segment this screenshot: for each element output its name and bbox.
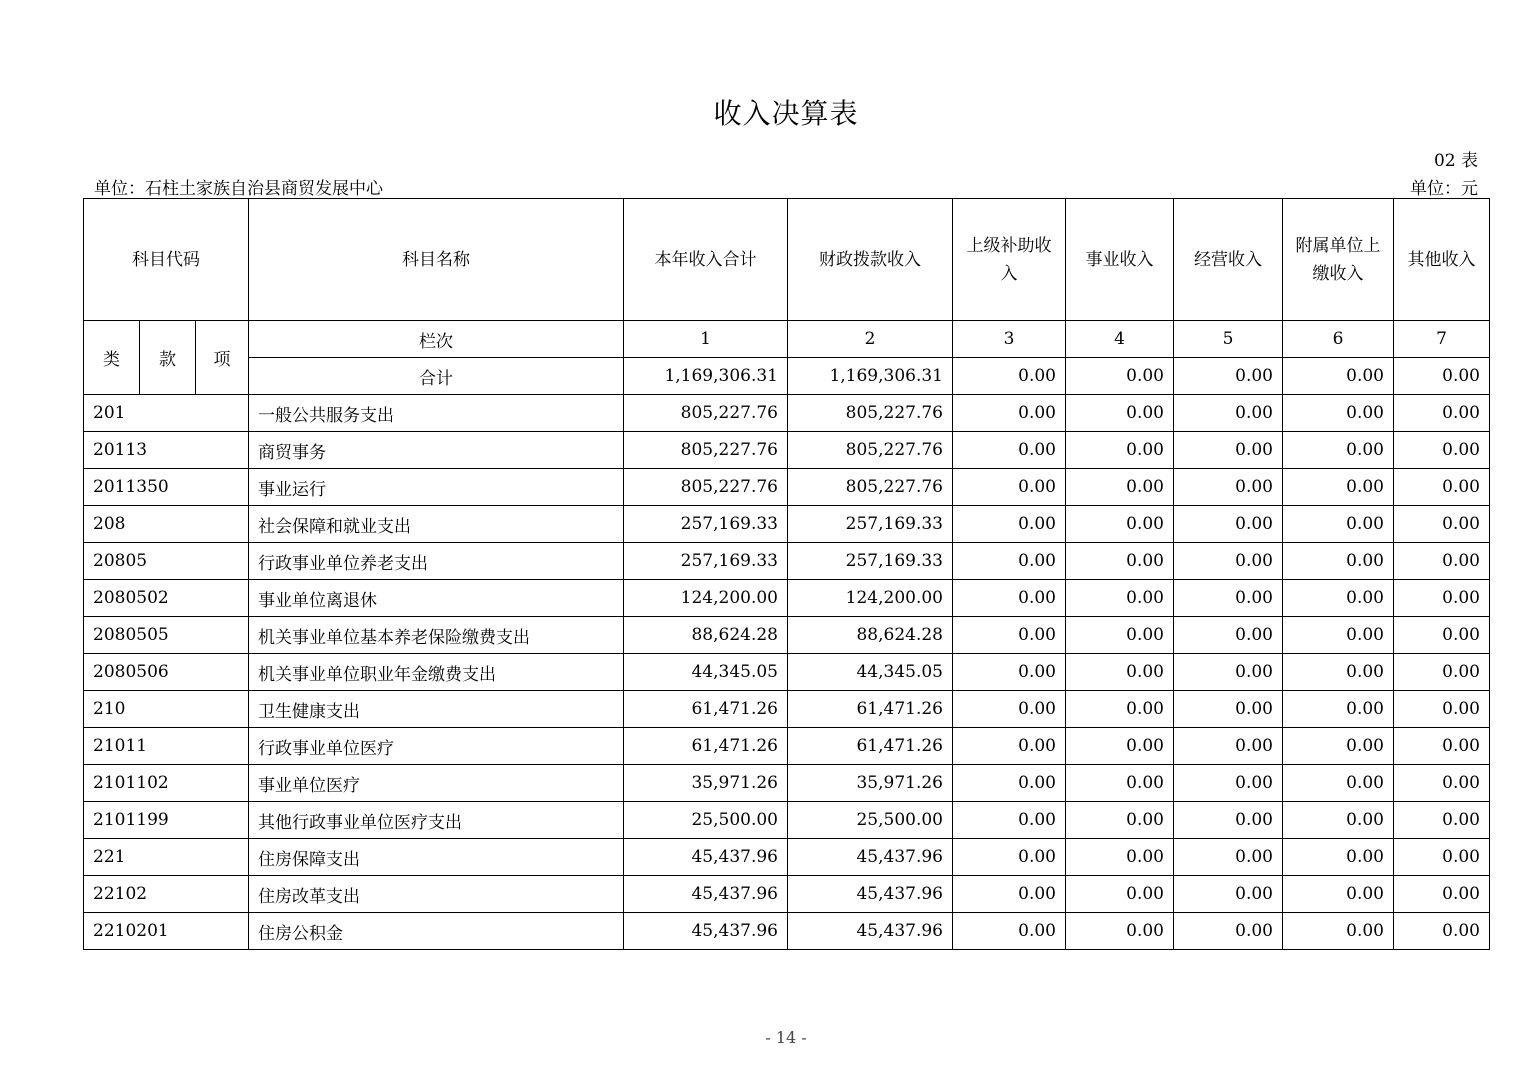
value-cell-2: 61,471.26 bbox=[788, 728, 953, 765]
value-cell-7: 0.00 bbox=[1394, 913, 1490, 950]
value-cell-2: 44,345.05 bbox=[788, 654, 953, 691]
subject-name: 住房保障支出 bbox=[249, 839, 624, 876]
value-cell-5: 0.00 bbox=[1174, 654, 1283, 691]
subject-name: 其他行政事业单位医疗支出 bbox=[249, 802, 624, 839]
value-cell-6: 0.00 bbox=[1283, 876, 1394, 913]
value-cell-7: 0.00 bbox=[1394, 432, 1490, 469]
total-value-7: 0.00 bbox=[1394, 358, 1490, 395]
value-cell-5: 0.00 bbox=[1174, 802, 1283, 839]
value-cell-4: 0.00 bbox=[1066, 543, 1174, 580]
header-row bbox=[84, 199, 1490, 321]
header-other-income: 其他收入 bbox=[1394, 199, 1490, 321]
subject-code: 210 bbox=[84, 691, 249, 728]
value-cell-5: 0.00 bbox=[1174, 765, 1283, 802]
value-cell-3: 0.00 bbox=[953, 617, 1066, 654]
value-cell-5: 0.00 bbox=[1174, 691, 1283, 728]
value-cell-5: 0.00 bbox=[1174, 839, 1283, 876]
total-row bbox=[84, 358, 1490, 395]
form-number: 02 表 bbox=[1433, 151, 1478, 171]
subject-name: 事业单位离退休 bbox=[249, 580, 624, 617]
value-cell-6: 0.00 bbox=[1283, 469, 1394, 506]
value-cell-2: 805,227.76 bbox=[788, 395, 953, 432]
value-cell-5: 0.00 bbox=[1174, 506, 1283, 543]
value-cell-1: 25,500.00 bbox=[624, 802, 788, 839]
value-cell-7: 0.00 bbox=[1394, 580, 1490, 617]
column-index-3: 3 bbox=[953, 321, 1066, 358]
value-cell-7: 0.00 bbox=[1394, 765, 1490, 802]
value-cell-4: 0.00 bbox=[1066, 691, 1174, 728]
value-cell-2: 61,471.26 bbox=[788, 691, 953, 728]
value-cell-4: 0.00 bbox=[1066, 765, 1174, 802]
value-cell-2: 88,624.28 bbox=[788, 617, 953, 654]
value-cell-1: 124,200.00 bbox=[624, 580, 788, 617]
header-superior-subsidy: 上级补助收入 bbox=[953, 199, 1066, 321]
value-cell-7: 0.00 bbox=[1394, 617, 1490, 654]
column-index-6: 6 bbox=[1283, 321, 1394, 358]
table-row bbox=[84, 617, 1490, 654]
table-row bbox=[84, 654, 1490, 691]
code-part-kuan: 款 bbox=[140, 321, 196, 395]
table-row bbox=[84, 469, 1490, 506]
table-row bbox=[84, 728, 1490, 765]
value-cell-5: 0.00 bbox=[1174, 580, 1283, 617]
value-cell-5: 0.00 bbox=[1174, 543, 1283, 580]
header-total-income: 本年收入合计 bbox=[624, 199, 788, 321]
value-cell-1: 257,169.33 bbox=[624, 506, 788, 543]
value-cell-3: 0.00 bbox=[953, 654, 1066, 691]
subject-code: 2080502 bbox=[84, 580, 249, 617]
column-index-1: 1 bbox=[624, 321, 788, 358]
value-cell-6: 0.00 bbox=[1283, 765, 1394, 802]
subject-name: 机关事业单位基本养老保险缴费支出 bbox=[249, 617, 624, 654]
value-cell-2: 257,169.33 bbox=[788, 506, 953, 543]
total-value-3: 0.00 bbox=[953, 358, 1066, 395]
value-cell-2: 805,227.76 bbox=[788, 469, 953, 506]
value-cell-3: 0.00 bbox=[953, 469, 1066, 506]
value-cell-3: 0.00 bbox=[953, 728, 1066, 765]
subject-name: 机关事业单位职业年金缴费支出 bbox=[249, 654, 624, 691]
value-cell-6: 0.00 bbox=[1283, 802, 1394, 839]
value-cell-2: 35,971.26 bbox=[788, 765, 953, 802]
unit-organization: 单位：石柱土家族自治县商贸发展中心 bbox=[94, 179, 383, 199]
value-cell-4: 0.00 bbox=[1066, 728, 1174, 765]
value-cell-5: 0.00 bbox=[1174, 728, 1283, 765]
value-cell-1: 45,437.96 bbox=[624, 913, 788, 950]
table-row bbox=[84, 802, 1490, 839]
value-cell-3: 0.00 bbox=[953, 580, 1066, 617]
table-row bbox=[84, 839, 1490, 876]
value-cell-4: 0.00 bbox=[1066, 876, 1174, 913]
value-cell-1: 61,471.26 bbox=[624, 728, 788, 765]
code-part-lei: 类 bbox=[84, 321, 140, 395]
value-cell-6: 0.00 bbox=[1283, 580, 1394, 617]
table-row bbox=[84, 876, 1490, 913]
column-index-7: 7 bbox=[1394, 321, 1490, 358]
subject-code: 201 bbox=[84, 395, 249, 432]
value-cell-3: 0.00 bbox=[953, 432, 1066, 469]
value-cell-4: 0.00 bbox=[1066, 839, 1174, 876]
value-cell-6: 0.00 bbox=[1283, 691, 1394, 728]
table-row bbox=[84, 580, 1490, 617]
header-business-income: 事业收入 bbox=[1066, 199, 1174, 321]
value-cell-1: 45,437.96 bbox=[624, 839, 788, 876]
value-cell-2: 45,437.96 bbox=[788, 913, 953, 950]
subject-name: 卫生健康支出 bbox=[249, 691, 624, 728]
value-cell-2: 124,200.00 bbox=[788, 580, 953, 617]
value-cell-7: 0.00 bbox=[1394, 654, 1490, 691]
subject-code: 208 bbox=[84, 506, 249, 543]
total-value-5: 0.00 bbox=[1174, 358, 1283, 395]
value-cell-1: 35,971.26 bbox=[624, 765, 788, 802]
value-cell-4: 0.00 bbox=[1066, 913, 1174, 950]
value-cell-1: 805,227.76 bbox=[624, 469, 788, 506]
value-cell-7: 0.00 bbox=[1394, 839, 1490, 876]
subject-code: 21011 bbox=[84, 728, 249, 765]
total-value-4: 0.00 bbox=[1066, 358, 1174, 395]
value-cell-2: 25,500.00 bbox=[788, 802, 953, 839]
table-row bbox=[84, 432, 1490, 469]
subject-code: 20113 bbox=[84, 432, 249, 469]
value-cell-4: 0.00 bbox=[1066, 469, 1174, 506]
subject-name: 住房改革支出 bbox=[249, 876, 624, 913]
header-subject-code: 科目代码 bbox=[84, 199, 249, 321]
subject-code: 2210201 bbox=[84, 913, 249, 950]
subject-name: 住房公积金 bbox=[249, 913, 624, 950]
subject-code: 2080505 bbox=[84, 617, 249, 654]
value-cell-7: 0.00 bbox=[1394, 691, 1490, 728]
subject-name: 事业运行 bbox=[249, 469, 624, 506]
total-value-2: 1,169,306.31 bbox=[788, 358, 953, 395]
value-cell-6: 0.00 bbox=[1283, 913, 1394, 950]
value-cell-1: 45,437.96 bbox=[624, 876, 788, 913]
column-index-label: 栏次 bbox=[249, 321, 624, 358]
value-cell-6: 0.00 bbox=[1283, 395, 1394, 432]
page-title: 收入决算表 bbox=[713, 97, 859, 130]
value-cell-7: 0.00 bbox=[1394, 395, 1490, 432]
subject-name: 事业单位医疗 bbox=[249, 765, 624, 802]
value-cell-7: 0.00 bbox=[1394, 543, 1490, 580]
subject-name: 一般公共服务支出 bbox=[249, 395, 624, 432]
value-cell-6: 0.00 bbox=[1283, 617, 1394, 654]
column-index-2: 2 bbox=[788, 321, 953, 358]
value-cell-3: 0.00 bbox=[953, 802, 1066, 839]
value-cell-6: 0.00 bbox=[1283, 839, 1394, 876]
value-cell-6: 0.00 bbox=[1283, 728, 1394, 765]
subject-name: 行政事业单位医疗 bbox=[249, 728, 624, 765]
value-cell-7: 0.00 bbox=[1394, 728, 1490, 765]
value-cell-6: 0.00 bbox=[1283, 654, 1394, 691]
subject-name: 商贸事务 bbox=[249, 432, 624, 469]
table-row bbox=[84, 543, 1490, 580]
value-cell-6: 0.00 bbox=[1283, 543, 1394, 580]
value-cell-3: 0.00 bbox=[953, 691, 1066, 728]
value-cell-6: 0.00 bbox=[1283, 432, 1394, 469]
value-cell-5: 0.00 bbox=[1174, 617, 1283, 654]
value-cell-3: 0.00 bbox=[953, 913, 1066, 950]
value-cell-6: 0.00 bbox=[1283, 506, 1394, 543]
value-cell-3: 0.00 bbox=[953, 765, 1066, 802]
column-index-4: 4 bbox=[1066, 321, 1174, 358]
value-cell-7: 0.00 bbox=[1394, 802, 1490, 839]
income-table bbox=[83, 198, 1490, 950]
value-cell-4: 0.00 bbox=[1066, 395, 1174, 432]
value-cell-1: 805,227.76 bbox=[624, 432, 788, 469]
table-row bbox=[84, 913, 1490, 950]
total-value-6: 0.00 bbox=[1283, 358, 1394, 395]
value-cell-4: 0.00 bbox=[1066, 654, 1174, 691]
value-cell-5: 0.00 bbox=[1174, 432, 1283, 469]
value-cell-7: 0.00 bbox=[1394, 469, 1490, 506]
subject-code: 2080506 bbox=[84, 654, 249, 691]
value-cell-5: 0.00 bbox=[1174, 395, 1283, 432]
value-cell-5: 0.00 bbox=[1174, 876, 1283, 913]
value-cell-1: 88,624.28 bbox=[624, 617, 788, 654]
value-cell-2: 45,437.96 bbox=[788, 876, 953, 913]
table-row bbox=[84, 395, 1490, 432]
table-row bbox=[84, 765, 1490, 802]
page-number: - 14 - bbox=[765, 1028, 807, 1047]
subject-code: 2101102 bbox=[84, 765, 249, 802]
unit-currency: 单位：元 bbox=[1410, 179, 1478, 199]
column-index-row bbox=[84, 321, 1490, 358]
value-cell-4: 0.00 bbox=[1066, 506, 1174, 543]
value-cell-4: 0.00 bbox=[1066, 802, 1174, 839]
value-cell-2: 45,437.96 bbox=[788, 839, 953, 876]
value-cell-7: 0.00 bbox=[1394, 506, 1490, 543]
value-cell-3: 0.00 bbox=[953, 506, 1066, 543]
value-cell-4: 0.00 bbox=[1066, 432, 1174, 469]
value-cell-1: 805,227.76 bbox=[624, 395, 788, 432]
subject-code: 2101199 bbox=[84, 802, 249, 839]
total-label: 合计 bbox=[249, 358, 624, 395]
table-row bbox=[84, 691, 1490, 728]
header-affiliated-income: 附属单位上缴收入 bbox=[1283, 199, 1394, 321]
header-subject-name: 科目名称 bbox=[249, 199, 624, 321]
value-cell-7: 0.00 bbox=[1394, 876, 1490, 913]
code-part-xiang: 项 bbox=[196, 321, 249, 395]
column-index-5: 5 bbox=[1174, 321, 1283, 358]
subject-code: 22102 bbox=[84, 876, 249, 913]
value-cell-3: 0.00 bbox=[953, 543, 1066, 580]
table-row bbox=[84, 506, 1490, 543]
value-cell-2: 805,227.76 bbox=[788, 432, 953, 469]
value-cell-3: 0.00 bbox=[953, 395, 1066, 432]
value-cell-2: 257,169.33 bbox=[788, 543, 953, 580]
subject-name: 社会保障和就业支出 bbox=[249, 506, 624, 543]
header-fiscal-income: 财政拨款收入 bbox=[788, 199, 953, 321]
value-cell-3: 0.00 bbox=[953, 876, 1066, 913]
value-cell-1: 44,345.05 bbox=[624, 654, 788, 691]
value-cell-3: 0.00 bbox=[953, 839, 1066, 876]
value-cell-4: 0.00 bbox=[1066, 617, 1174, 654]
subject-code: 20805 bbox=[84, 543, 249, 580]
subject-code: 221 bbox=[84, 839, 249, 876]
value-cell-5: 0.00 bbox=[1174, 469, 1283, 506]
subject-code: 2011350 bbox=[84, 469, 249, 506]
value-cell-5: 0.00 bbox=[1174, 913, 1283, 950]
value-cell-1: 61,471.26 bbox=[624, 691, 788, 728]
subject-name: 行政事业单位养老支出 bbox=[249, 543, 624, 580]
total-value-1: 1,169,306.31 bbox=[624, 358, 788, 395]
value-cell-1: 257,169.33 bbox=[624, 543, 788, 580]
value-cell-4: 0.00 bbox=[1066, 580, 1174, 617]
header-operating-income: 经营收入 bbox=[1174, 199, 1283, 321]
